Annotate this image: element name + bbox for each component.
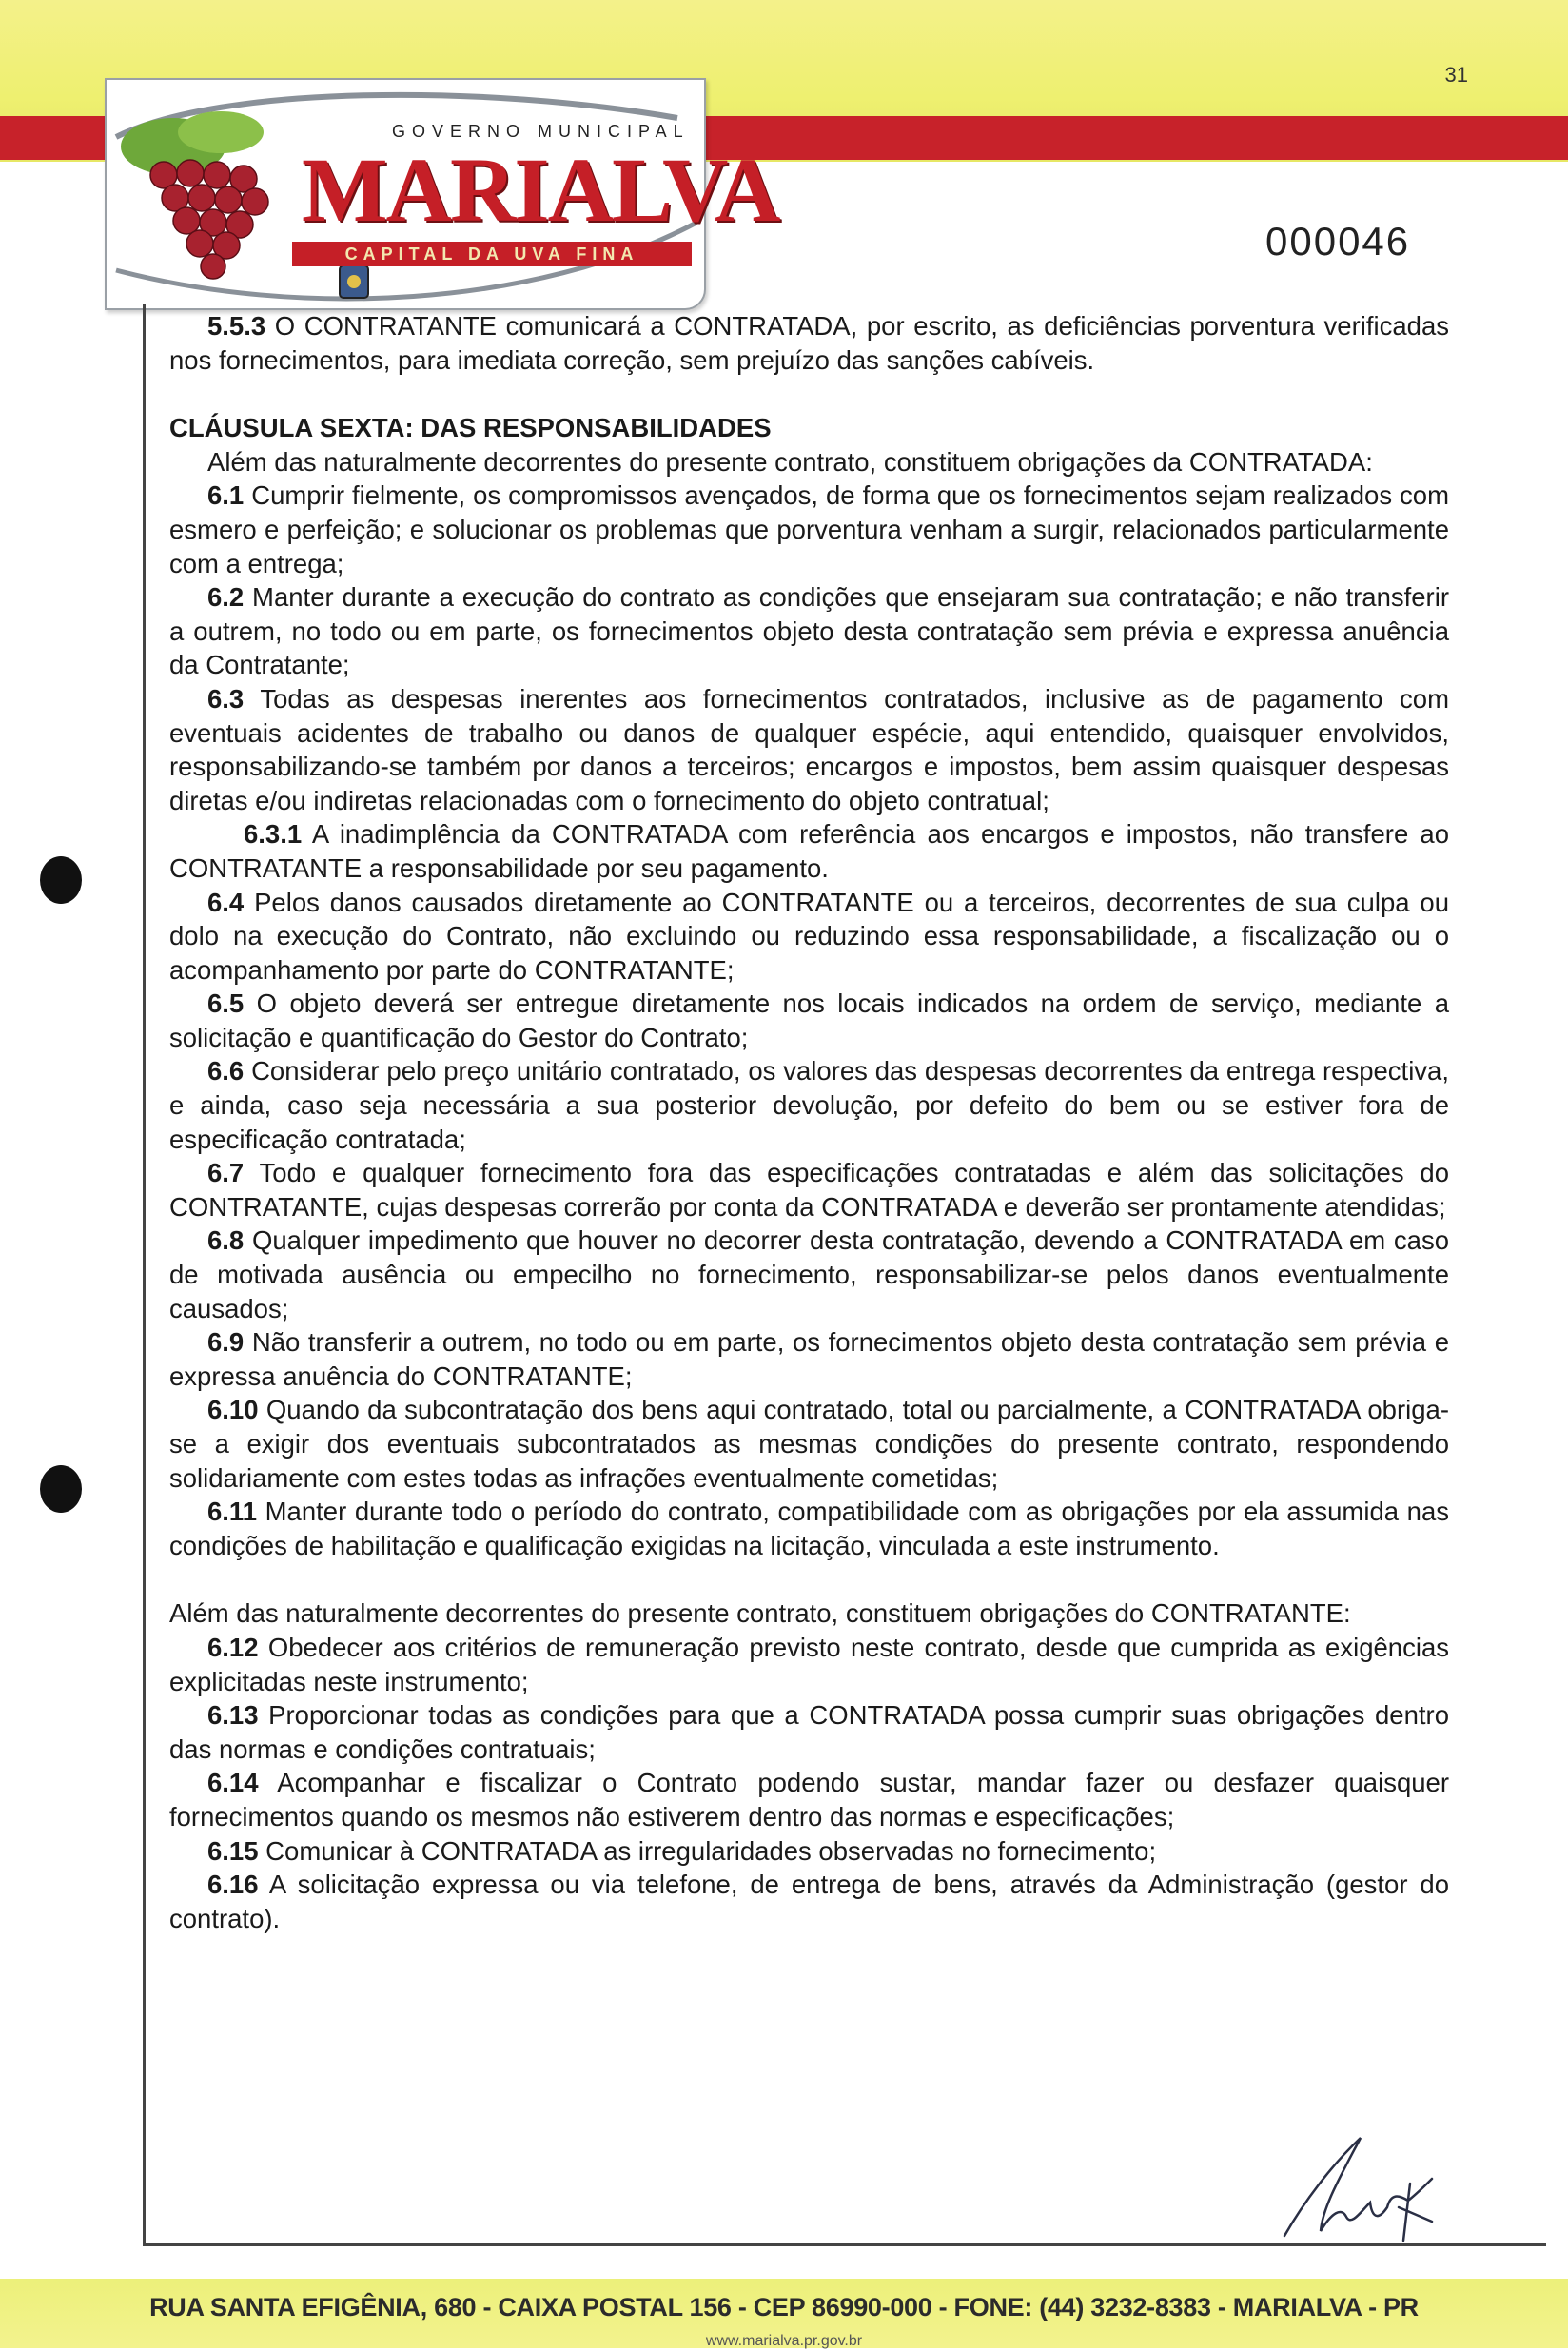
clause-number: 6.12 [207, 1632, 259, 1662]
clause-item [169, 1054, 1449, 1156]
clause-text: Acompanhar e fiscalizar o Contrato podendo sustar, mandar fazer ou desfazer quaisquer fornecimentos quando os mesmos não estiverem dentro das normas e especificações; [169, 1768, 1449, 1831]
clause-item [169, 1631, 1449, 1698]
clause-text: Não transferir a outrem, no todo ou em parte, os fornecimentos objeto desta contratação sem prévia e expressa anuência do CONTRATANTE; [169, 1327, 1449, 1391]
clause-text: Manter durante a execução do contrato as condições que ensejaram sua contratação; e não transferir a outrem, no todo ou em parte, os fornecimentos objeto desta contratação sem prévia e expressa anuência da Contratante; [169, 582, 1449, 680]
clause-item [169, 1766, 1449, 1833]
clause-number: 6.7 [207, 1158, 245, 1188]
clause-text: Todas as despesas inerentes aos fornecimentos contratados, inclusive as de pagamento com eventuais acidentes de trabalho ou danos de qualquer espécie, aqui entendido, quaisquer envolvidos, responsabilizando-se também por danos a terceiros; encargos e impostos, bem assim quaisquer despesas diretas e/ou indiretas relacionadas com o fornecimento do objeto contratual; [169, 683, 1449, 815]
clause-text: Pelos danos causados diretamente ao CONTRATANTE ou a terceiros, decorrentes de sua culpa ou dolo na execução do Contrato, não excluindo ou reduzindo essa responsabilidade, a fiscalização ou o acompanhamento por parte do CONTRATANTE; [169, 887, 1449, 985]
clause-number: 6.8 [207, 1225, 245, 1256]
clause-item [169, 1393, 1449, 1495]
clause-number: 6.9 [207, 1327, 245, 1358]
spacer [169, 1562, 1449, 1596]
document-body [169, 309, 1449, 1935]
clause-text: Todo e qualquer fornecimento fora das especificações contratadas e além das solicitações do CONTRATANTE, cujas despesas correrão por conta da CONTRATADA e deverão ser prontamente atendidas; [169, 1158, 1449, 1222]
clause-item [169, 1224, 1449, 1325]
clause-number: 6.16 [207, 1870, 259, 1900]
logo-slogan: CAPITAL DA UVA FINA [292, 242, 692, 266]
clause-text: Quando da subcontratação dos bens aqui contratado, total ou parcialmente, a CONTRATADA obriga-se a exigir dos eventuais subcontratados as mesmas condições do presente contrato, respondendo solidariamente com estes todas as infrações eventualmente cometidas; [169, 1395, 1449, 1493]
clause-item [169, 580, 1449, 682]
clause-number: 6.3.1 [244, 819, 303, 850]
clause-text: O objeto deverá ser entregue diretamente nos locais indicados na ordem de serviço, mediante a solicitação e quantificação do Gestor do Contrato; [169, 989, 1449, 1052]
clause-number: 6.10 [207, 1395, 259, 1425]
clause-item [169, 1325, 1449, 1393]
clause-item [169, 479, 1449, 580]
clause-text: Obedecer aos critérios de remuneração previsto neste contrato, desde que cumprida as exigências explicitadas neste instrumento; [169, 1632, 1449, 1696]
clause-text: Qualquer impedimento que houver no decorrer desta contratação, devendo a CONTRATADA em caso de motivada ausência ou empecilho no fornecimento, responsabilizar-se pelos danos eventualmente causados; [169, 1225, 1449, 1323]
logo-city-name: MARIALVA [302, 139, 779, 241]
signature [1265, 2126, 1446, 2250]
intro-contratante: Além das naturalmente decorrentes do presente contrato, constituem obrigações do CONTRATANTE: [169, 1598, 1351, 1629]
clause-item [169, 1868, 1449, 1935]
clause-number: 6.1 [207, 480, 245, 511]
clause-text: O CONTRATANTE comunicará a CONTRATADA, por escrito, as deficiências porventura verificadas nos fornecimentos, para imediata correção, sem prejuízo das sanções cabíveis. [169, 311, 1449, 375]
clause-item [169, 682, 1449, 817]
clause-item [169, 886, 1449, 988]
clause-number: 6.5 [207, 989, 245, 1019]
clause-text: Comunicar à CONTRATADA as irregularidades observadas no fornecimento; [258, 1835, 1157, 1866]
footer-website: www.marialva.pr.gov.br [705, 2333, 863, 2349]
clause-item [169, 987, 1449, 1054]
clause-number: 6.14 [207, 1768, 259, 1798]
clause-text: A inadimplência da CONTRATADA com referência aos encargos e impostos, não transfere ao CONTRATANTE a responsabilidade por seu pagamento. [169, 819, 1449, 883]
clause-item [169, 1698, 1449, 1766]
clause-text: Proporcionar todas as condições para que a CONTRATADA possa cumprir suas obrigações dentro das normas e condições contratuais; [169, 1700, 1449, 1764]
punch-hole-icon [40, 1465, 82, 1513]
page-number: 31 [1444, 63, 1468, 87]
clause-text: Manter durante todo o período do contrato, compatibilidade com as obrigações por ela assumida nas condições de habilitação e qualificação exigidas na licitação, vinculada a este instrumento. [169, 1497, 1449, 1560]
intro-contratada: Além das naturalmente decorrentes do presente contrato, constituem obrigações da CONTRATADA: [207, 446, 1373, 477]
document-number: 000046 [1265, 219, 1411, 264]
clause-text: Cumprir fielmente, os compromissos avençados, de forma que os fornecimentos sejam realizados com esmero e perfeição; e solucionar os problemas que porventura venham a surgir, relacionados particularmente com a entrega; [169, 480, 1449, 578]
punch-hole-icon [40, 856, 82, 904]
clause-number: 6.3 [207, 683, 245, 714]
clause-text: A solicitação expressa ou via telefone, de entrega de bens, através da Administração (gestor do contrato). [169, 1870, 1449, 1933]
frame-left-line [143, 304, 146, 2245]
clause-number: 6.15 [207, 1835, 259, 1866]
contratante-obligations-list [169, 1631, 1449, 1935]
paragraph-5-5-3 [169, 309, 1449, 377]
clause-item [169, 1156, 1449, 1224]
logo-government-label: GOVERNO MUNICIPAL [392, 122, 690, 141]
contratada-obligations-list [169, 479, 1449, 1562]
clause-number: 6.6 [207, 1056, 245, 1087]
clause-number: 6.13 [207, 1700, 259, 1731]
clause-item [169, 1834, 1449, 1869]
clause-number: 6.11 [207, 1497, 258, 1527]
footer-address: RUA SANTA EFIGÊNIA, 680 - CAIXA POSTAL 156 - CEP 86990-000 - FONE: (44) 3232-8383 - MARIALVA - PR [149, 2293, 1419, 2321]
clause-text: Considerar pelo preço unitário contratado, os valores das despesas decorrentes da entrega respectiva, e ainda, caso seja necessária a sua posterior devolução, por defeito do bem ou se estiver fora de especificação contratada; [169, 1056, 1449, 1154]
clause-number: 5.5.3 [207, 311, 266, 341]
municipal-logo [105, 78, 779, 310]
clause-number: 6.4 [207, 887, 245, 917]
clause-item [169, 817, 1449, 885]
section-heading: CLÁUSULA SEXTA: DAS RESPONSABILIDADES [169, 413, 772, 443]
clause-item [169, 1495, 1449, 1562]
clause-number: 6.2 [207, 582, 245, 613]
